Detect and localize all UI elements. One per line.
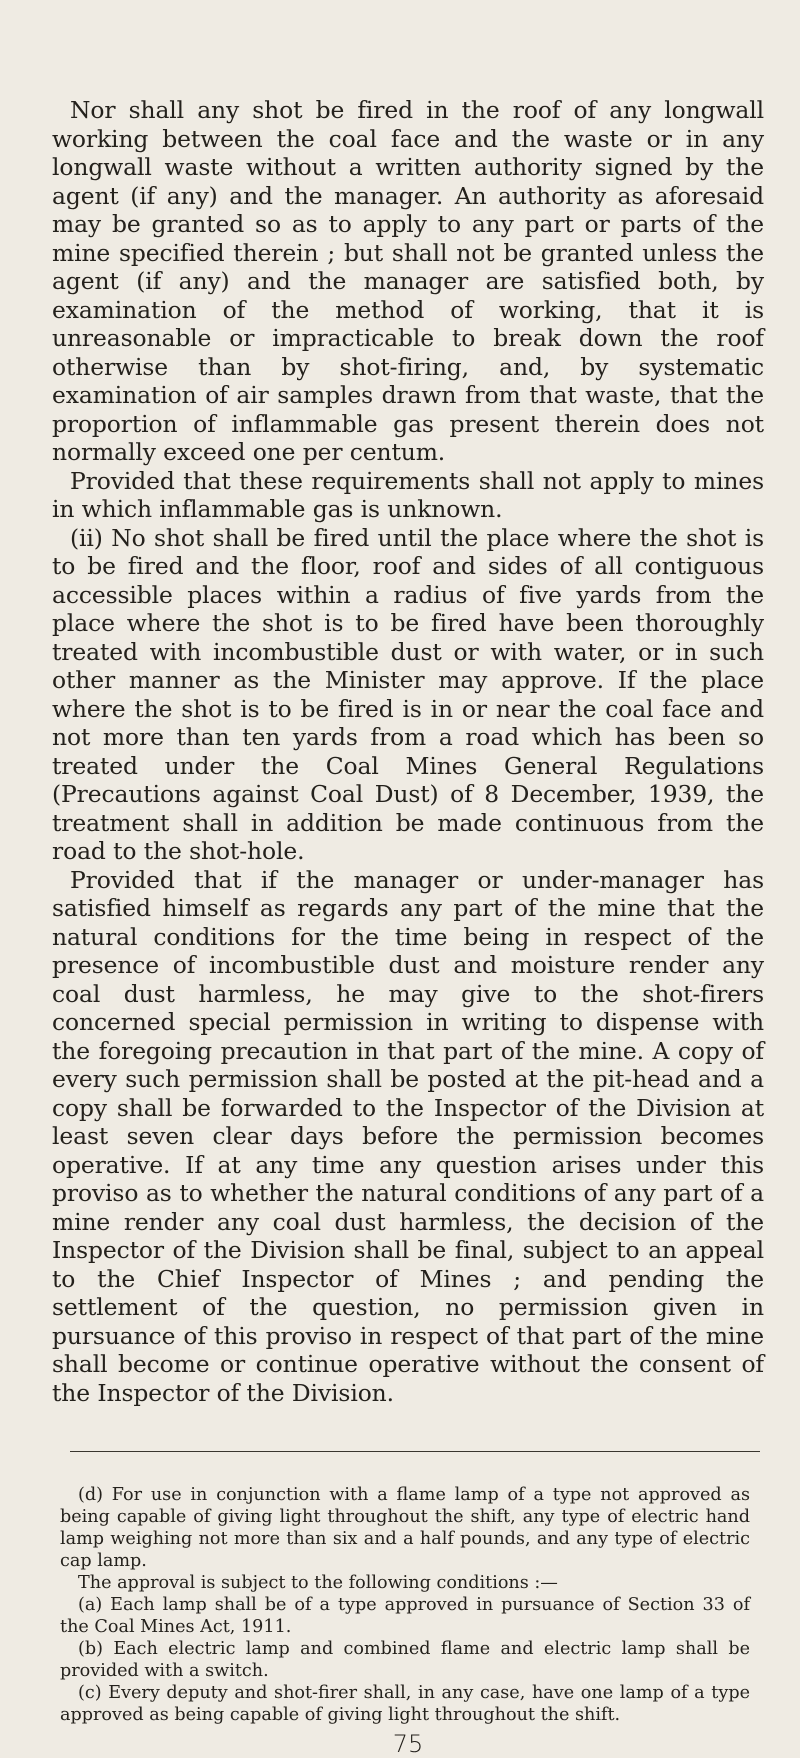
paragraph-roof-shot-firing: Nor shall any shot be fired in the roof of any longwall working between the coal face and the waste or in any longwall waste without a written authority signed by the agent (if any) and the manager. An authority as aforesaid may be granted so as to apply to any part or parts of the mine specified therein ; but shall not be granted unless the agent (if any) and the manager are satisfied both, by examination of the method of working, that it is unreasonable or impracticable to break down the roof otherwise than by shot-firing, and, by systematic examination of air samples drawn from that waste, that the proportion of inflammable gas present therein does not normally exceed one per centum. (52, 96, 764, 466)
paragraph-ii-dust-treatment: (ii) No shot shall be fired until the place where the shot is to be fired and the floor, roof and sides of all contiguous accessible places within a radius of five yards from the place where the shot is to be fired have been thoroughly treated with incombustible dust or with water, or in such other manner as the Minister may approve. If the place where the shot is to be fired is in or near the coal face and not more than ten yards from a road which has been so treated under the Coal Mines General Regulations (Precautions against Coal Dust) of 8 December, 1939, the treatment shall in addition be made continuous from the road to the shot-hole. (52, 523, 764, 865)
section-divider (70, 1451, 760, 1452)
condition-b: (b) Each electric lamp and combined flame and electric lamp shall be provided with a switch. (60, 1639, 750, 1681)
paragraph-approval-conditions: The approval is subject to the following conditions :— (78, 1573, 558, 1593)
paragraph-proviso-special-permission: Provided that if the manager or under-manager has satisfied himself as regards any part of the mine that the natural conditions for the time being in respect of the presence of incombustible dust and moisture render any coal dust harmless, he may give to the shot-firers concerned special permission in writing to dispense with the foregoing precaution in that part of the mine. A copy of every such permission shall be posted at the pit-head and a copy shall be forwarded to the Inspector of the Division at least seven clear days before the permission becomes operative. If at any time any question arises under this proviso as to whether the natural conditions of any part of a mine render any coal dust harmless, the decision of the Inspector of the Division shall be final, subject to an appeal to the Chief Inspector of Mines ; and pending the settlement of the question, no permission given in pursuance of this proviso in respect of that part of the mine shall become or continue operative without the consent of the Inspector of the Division. (52, 865, 764, 1407)
paragraph-proviso-inflammable-gas: Provided that these requirements shall not apply to mines in which inflammable gas is unknown. (52, 466, 764, 523)
lower-text-block (60, 1484, 750, 1726)
page-number: 75 (392, 1730, 424, 1758)
condition-a: (a) Each lamp shall be of a type approved in pursuance of Section 33 of the Coal Mines Act, 1911. (60, 1595, 750, 1637)
paragraph-d-electric-lamp: (d) For use in conjunction with a flame lamp of a type not approved as being capable of giving light throughout the shift, any type of electric hand lamp weighing not more than six and a half pounds, and any type of electric cap lamp. (60, 1485, 750, 1571)
upper-text-block (52, 96, 764, 1407)
document-page (52, 96, 764, 1758)
condition-c: (c) Every deputy and shot-firer shall, in any case, have one lamp of a type approved as being capable of giving light throughout the shift. (60, 1683, 750, 1725)
